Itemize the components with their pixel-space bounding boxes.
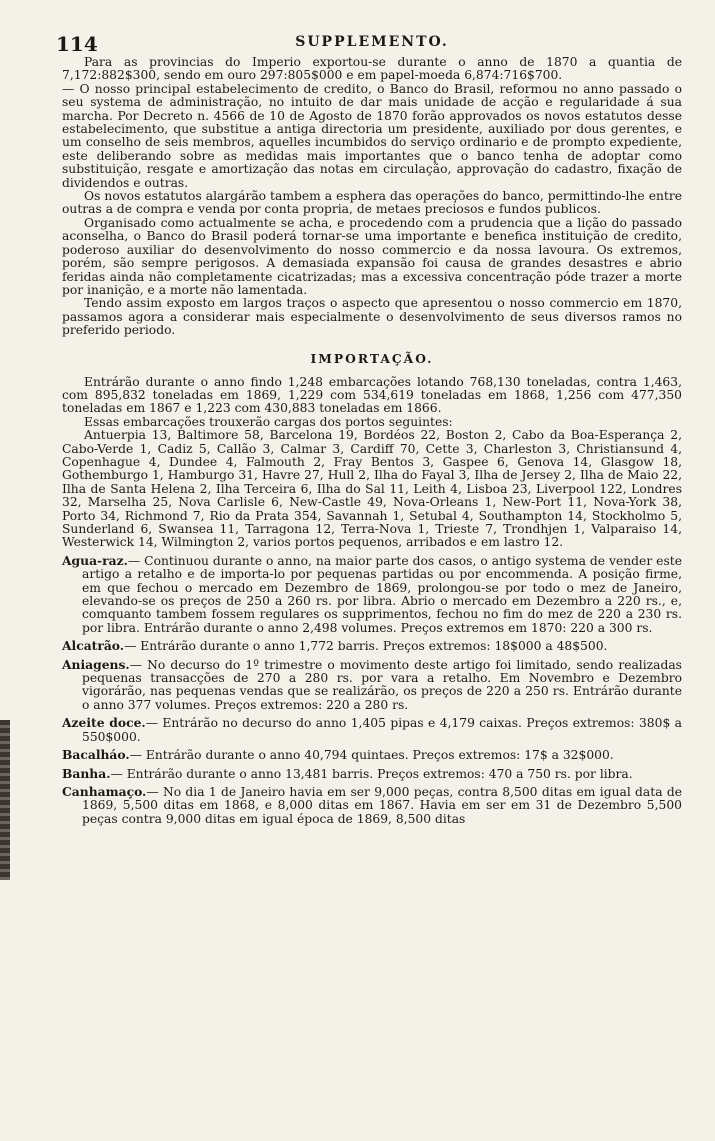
paragraph: Essas embarcações trouxerão cargas dos portos seguintes: xyxy=(84,414,453,429)
entry-text: — No decurso do 1º trimestre o movimento deste artigo foi limitado, sendo realizadas pequenas transacções de 270 a 280 rs. por vara a retalho. Em Novembro e Dezembro vigorárão, nas pequenas vendas que se realizárão, os preços de 220 a 250 rs. Entrárão durante o anno 377 volumes. Preços extremos: 220 a 280 rs. xyxy=(82,657,682,712)
entry-text: — No dia 1 de Janeiro havia em ser 9,000 peças, contra 8,500 ditas em igual data de 1869, 5,500 ditas em 1868, e 8,000 ditas em 1867. Havia em ser em 31 de Dezembro 5,500 peças contra 9,000 ditas em igual época de 1869, 8,500 ditas xyxy=(82,784,682,826)
paragraph: — O nosso principal estabelecimento de credito, o Banco do Brasil, reformou no anno passado o seu systema de administração, no intuito de dar mais unidade de acção e regularidade á sua marcha. Por Decreto n. 4566 de 10 de Agosto de 1870 forão approvados os novos estatutos desse estabelecimento, que substitue a antiga directoria um presidente, auxiliado por dous gerentes, e um conselho de seis membros, aquelles incumbidos do serviço ordinario e de prompto expediente, este deliberando sobre as medidas mais importantes que o banco tenha de adoptar como substituição, resgate e amortização das notas em circulação, approvação do cadastro, fixação de dividendos e outras. xyxy=(62,81,682,190)
entry-canhamaco xyxy=(62,785,682,826)
entry-term: Alcatrão. xyxy=(62,638,125,654)
page-header xyxy=(56,30,682,56)
document-page xyxy=(56,30,682,826)
entry-aniagens xyxy=(62,658,682,713)
entry-text: — Continuou durante o anno, na maior parte dos casos, o antigo systema de vender este artigo a retalho e de importa-lo por pequenas partidas ou por encommenda. A posição firme, em que fechou o mercado em Dezembro de 1869, prolongou-se por todo o mez de Janeiro, elevando-se os preços de 250 a 260 rs. por libra. Abrio o mercado em Dezembro a 220 rs., e, comquanto tambem fossem regulares os supprimentos, fechou no fim do mez de 220 a 230 rs. por libra. Entrárão durante o anno 2,498 volumes. Preços extremos em 1870: 220 a 300 rs. xyxy=(82,553,682,635)
paragraph: Organisado como actualmente se acha, e procedendo com a prudencia que a lição do passado aconselha, o Banco do Brasil poderá tornar-se uma importante e benefica instituição de credito, poderoso auxiliar do desenvolvimento do nosso commercio e da nossa lavoura. Os extremos, porém, são sempre perigosos. A demasiada expansão foi causa de grandes desastres e abrio feridas ainda não completamente cicatrizadas; mas a excessiva concentração póde trazer a morte por inanição, e a morte não lamentada. xyxy=(62,215,682,297)
entry-agua-raz xyxy=(62,554,682,635)
entry-term: Azeite doce. xyxy=(62,715,146,731)
entry-text: — Entrárão no decurso do anno 1,405 pipas e 4,179 caixas. Preços extremos: 380$ a 550$000. xyxy=(82,716,682,744)
section-heading: IMPORTAÇÃO. xyxy=(310,350,434,366)
paragraph: Para as provincias do Imperio exportou-se durante o anno de 1870 a quantia de 7,172:882$300, sendo em ouro 297:805$000 e em papel-moeda 6,874:716$700. xyxy=(62,55,682,83)
entry-text: — Entrárão durante o anno 40,794 quintaes. Preços extremos: 17$ a 32$000. xyxy=(129,748,614,763)
paragraph: Os novos estatutos alargárão tambem a esphera das operações do banco, permittindo-lhe entre outras a de compra e venda por conta propria, de metaes preciosos e fundos publicos. xyxy=(62,189,682,217)
entry-banha xyxy=(62,767,682,781)
running-title: SUPPLEMENTO. xyxy=(295,34,449,50)
paragraph: Tendo assim exposto em largos traços o aspecto que apresentou o nosso commercio em 1870, passamos agora a considerar mais especialmente o desenvolvimento de seus diversos ramos no preferido periodo. xyxy=(62,296,682,338)
entry-term: Agua-raz. xyxy=(62,552,128,568)
entry-term: Canhamaço. xyxy=(62,783,147,799)
entry-bacalhao xyxy=(62,748,682,762)
entry-term: Aniagens. xyxy=(62,656,130,672)
binding-edge xyxy=(0,720,10,880)
paragraph: Entrárão durante o anno findo 1,248 embarcações lotando 768,130 toneladas, contra 1,463, com 895,832 toneladas em 1869, 1,229 com 534,619 toneladas em 1868, 1,256 com 477,350 toneladas em 1867 e 1,223 com 430,883 toneladas em 1866. xyxy=(62,374,682,416)
entry-term: Banha. xyxy=(62,765,111,781)
entry-text: — Entrárão durante o anno 1,772 barris. Preços extremos: 18$000 a 48$500. xyxy=(124,639,608,654)
entry-alcatrao xyxy=(62,639,682,653)
entry-term: Bacalháo. xyxy=(62,747,130,763)
entry-text: — Entrárão durante o anno 13,481 barris. Preços extremos: 470 a 750 rs. por libra. xyxy=(110,766,633,781)
paragraph: Antuerpia 13, Baltimore 58, Barcelona 19, Bordéos 22, Boston 2, Cabo da Boa-Esperança 2, Cabo-Verde 1, Cadiz 5, Callão 3, Calmar 3, Cardiff 70, Cette 3, Charleston 3, Christiansund 4, Copenhague 4, Dundee 4, Falmouth 2, Fray Bentos 3, Gaspee 6, Genova 14, Glasgow 18, Gothemburgo 1, Hamburgo 31, Havre 27, Hull 2, Ilha do Fayal 3, Ilha de Jersey 2, Ilha de Maio 22, Ilha de Santa Helena 2, Ilha Terceira 6, Ilha do Sal 11, Leith 4, Lisboa 23, Liverpool 122, Londres 32, Marselha 25, Nova Carlisle 6, New-Castle 49, Nova-Orleans 1, New-Port 11, Nova-York 38, Porto 34, Richmond 7, Rio da Prata 354, Savannah 1, Setubal 4, Southampton 14, Stockholmo 5, Sunderland 6, Swansea 11, Tarragona 12, Terra-Nova 1, Trieste 7, Trondhjen 1, Valparaiso 14, Westerwick 14, Wilmington 2, varios portos pequenos, arribados e em lastro 12. xyxy=(62,428,682,550)
entry-azeite-doce xyxy=(62,716,682,744)
page-number: 114 xyxy=(56,32,98,56)
